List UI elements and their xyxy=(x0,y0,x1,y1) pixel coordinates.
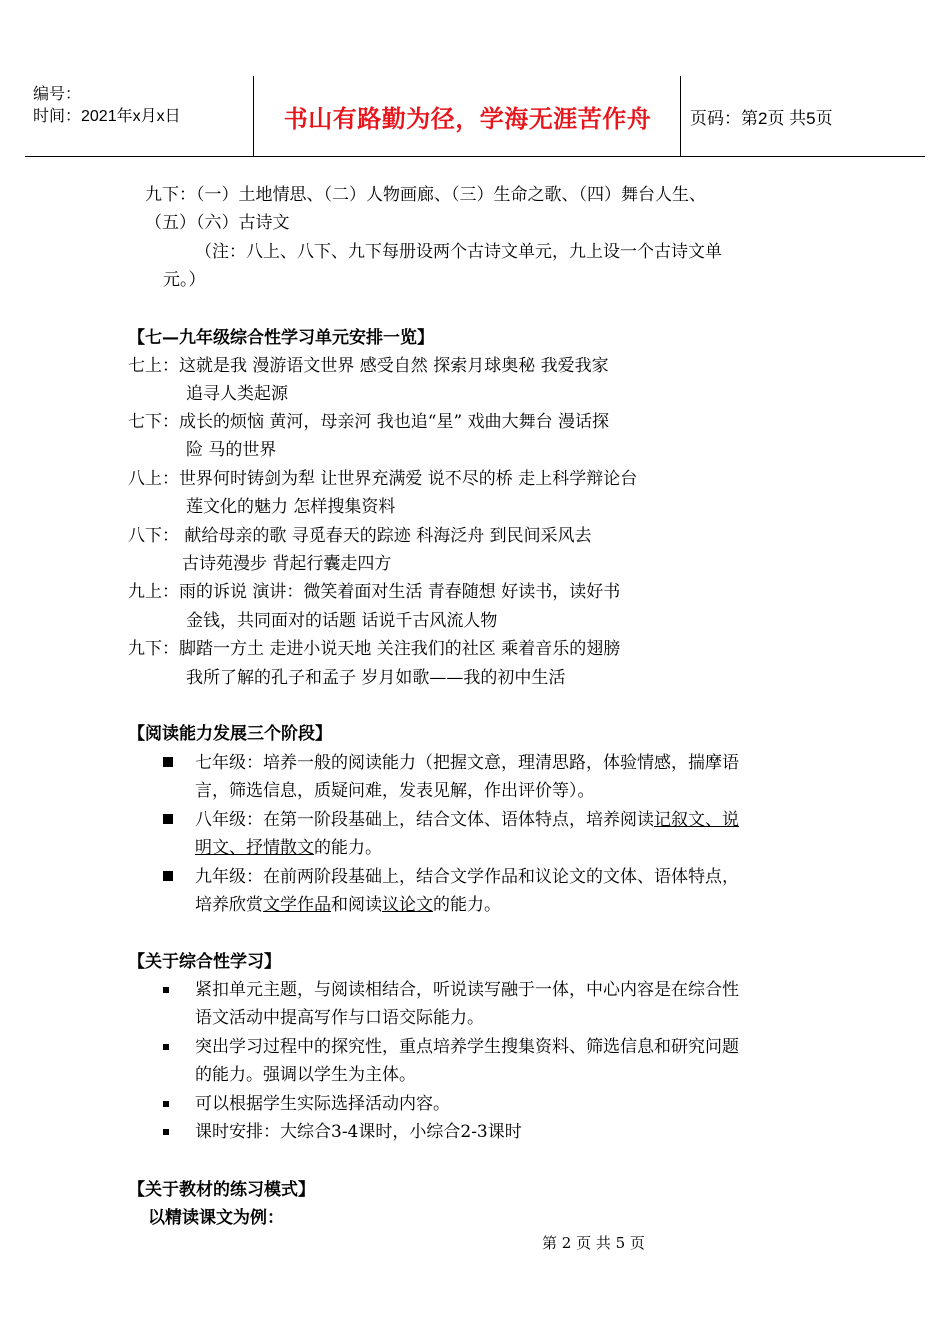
unit-row: 八下： 献给母亲的歌 寻觅春天的踪迹 科海泛舟 到民间采风去 xyxy=(128,526,592,546)
comprehensive-item: 课时安排：大综合3-4课时，小综合2-3课时 xyxy=(195,1122,522,1142)
unit-row: 九下：脚踏一方土 走进小说天地 关注我们的社区 乘着音乐的翅膀 xyxy=(128,639,621,659)
underlined-term: 议论文 xyxy=(382,895,433,915)
intro-line: （五）（六）古诗文 xyxy=(145,213,290,233)
reading-stage-cont: 明文、抒情散文的能力。 xyxy=(195,838,382,858)
unit-row: 九上：雨的诉说 演讲：微笑着面对生活 青春随想 好读书，读好书 xyxy=(128,582,621,602)
square-bullet-icon xyxy=(163,871,173,881)
underlined-term: 明文、抒情散文 xyxy=(195,838,314,858)
reading-stage-cont: 言，筛选信息，质疑问难，发表见解，作出评价等）。 xyxy=(195,781,595,801)
intro-line: 九下：（一）土地情思、（二）人物画廊、（三）生命之歌、（四）舞台人生、 xyxy=(145,185,706,205)
unit-row: 八上：世界何时铸剑为犁 让世界充满爱 说不尽的桥 走上科学辩论台 xyxy=(128,469,638,489)
unit-row-cont: 古诗苑漫步 背起行囊走四方 xyxy=(182,554,392,574)
document-time-label: 时间：2021年x月x日 xyxy=(33,108,181,125)
unit-row-cont: 金钱，共同面对的话题 话说千古风流人物 xyxy=(186,611,498,631)
unit-row-cont: 险 马的世界 xyxy=(186,440,277,460)
small-square-bullet-icon xyxy=(163,987,169,993)
section-subheading: 以精读课文为例： xyxy=(148,1208,284,1228)
unit-row-cont: 莲文化的魅力 怎样搜集资料 xyxy=(186,497,396,517)
underlined-term: 文学作品 xyxy=(263,895,331,915)
reading-stage: 七年级：培养一般的阅读能力（把握文意，理清思路，体验情感，揣摩语 xyxy=(195,753,739,773)
section-heading-reading: 【阅读能力发展三个阶段】 xyxy=(128,724,332,744)
section-heading-units: 【七—九年级综合性学习单元安排一览】 xyxy=(128,328,434,348)
section-heading-comprehensive: 【关于综合性学习】 xyxy=(128,952,281,972)
reading-stage-cont: 培养欣赏文学作品和阅读议论文的能力。 xyxy=(195,895,501,915)
intro-note: （注：八上、八下、九下每册设两个古诗文单元，九上设一个古诗文单 xyxy=(195,242,722,262)
header-meta xyxy=(33,84,181,128)
page-footer: 第 2 页 共 5 页 xyxy=(542,1234,645,1252)
comprehensive-item-cont: 的能力。强调以学生为主体。 xyxy=(195,1065,416,1085)
header-motto: 书山有路勤为径，学海无涯苦作舟 xyxy=(283,104,652,133)
comprehensive-item: 可以根据学生实际选择活动内容。 xyxy=(195,1094,450,1114)
unit-row: 七上：这就是我 漫游语文世界 感受自然 探索月球奥秘 我爱我家 xyxy=(128,356,609,376)
reading-stage: 九年级：在前两阶段基础上，结合文学作品和议论文的文体、语体特点， xyxy=(195,867,739,887)
comprehensive-item: 突出学习过程中的探究性，重点培养学生搜集资料、筛选信息和研究问题 xyxy=(195,1037,739,1057)
comprehensive-item: 紧扣单元主题，与阅读相结合，听说读写融于一体，中心内容是在综合性 xyxy=(195,980,739,1000)
unit-row-cont: 追寻人类起源 xyxy=(186,384,288,404)
section-heading-exercise: 【关于教材的练习模式】 xyxy=(128,1180,315,1200)
header-divider-left xyxy=(253,76,254,156)
unit-row-cont: 我所了解的孔子和孟子 岁月如歌——我的初中生活 xyxy=(186,668,566,688)
intro-note: 元。） xyxy=(163,270,206,290)
square-bullet-icon xyxy=(163,814,173,824)
underlined-term: 记叙文、说 xyxy=(654,810,739,830)
comprehensive-item-cont: 语文活动中提高写作与口语交际能力。 xyxy=(195,1008,484,1028)
unit-row: 七下：成长的烦恼 黄河，母亲河 我也追“星” 戏曲大舞台 漫话探 xyxy=(128,412,609,432)
document-number-label: 编号： xyxy=(33,86,82,103)
square-bullet-icon xyxy=(163,757,173,767)
small-square-bullet-icon xyxy=(163,1101,169,1107)
header-page-info: 页码：第2页 共5页 xyxy=(690,108,833,128)
header-divider-right xyxy=(680,76,681,156)
reading-stage: 八年级：在第一阶段基础上，结合文体、语体特点，培养阅读记叙文、说 xyxy=(195,810,739,830)
small-square-bullet-icon xyxy=(163,1129,169,1135)
small-square-bullet-icon xyxy=(163,1044,169,1050)
page-header xyxy=(25,76,925,157)
